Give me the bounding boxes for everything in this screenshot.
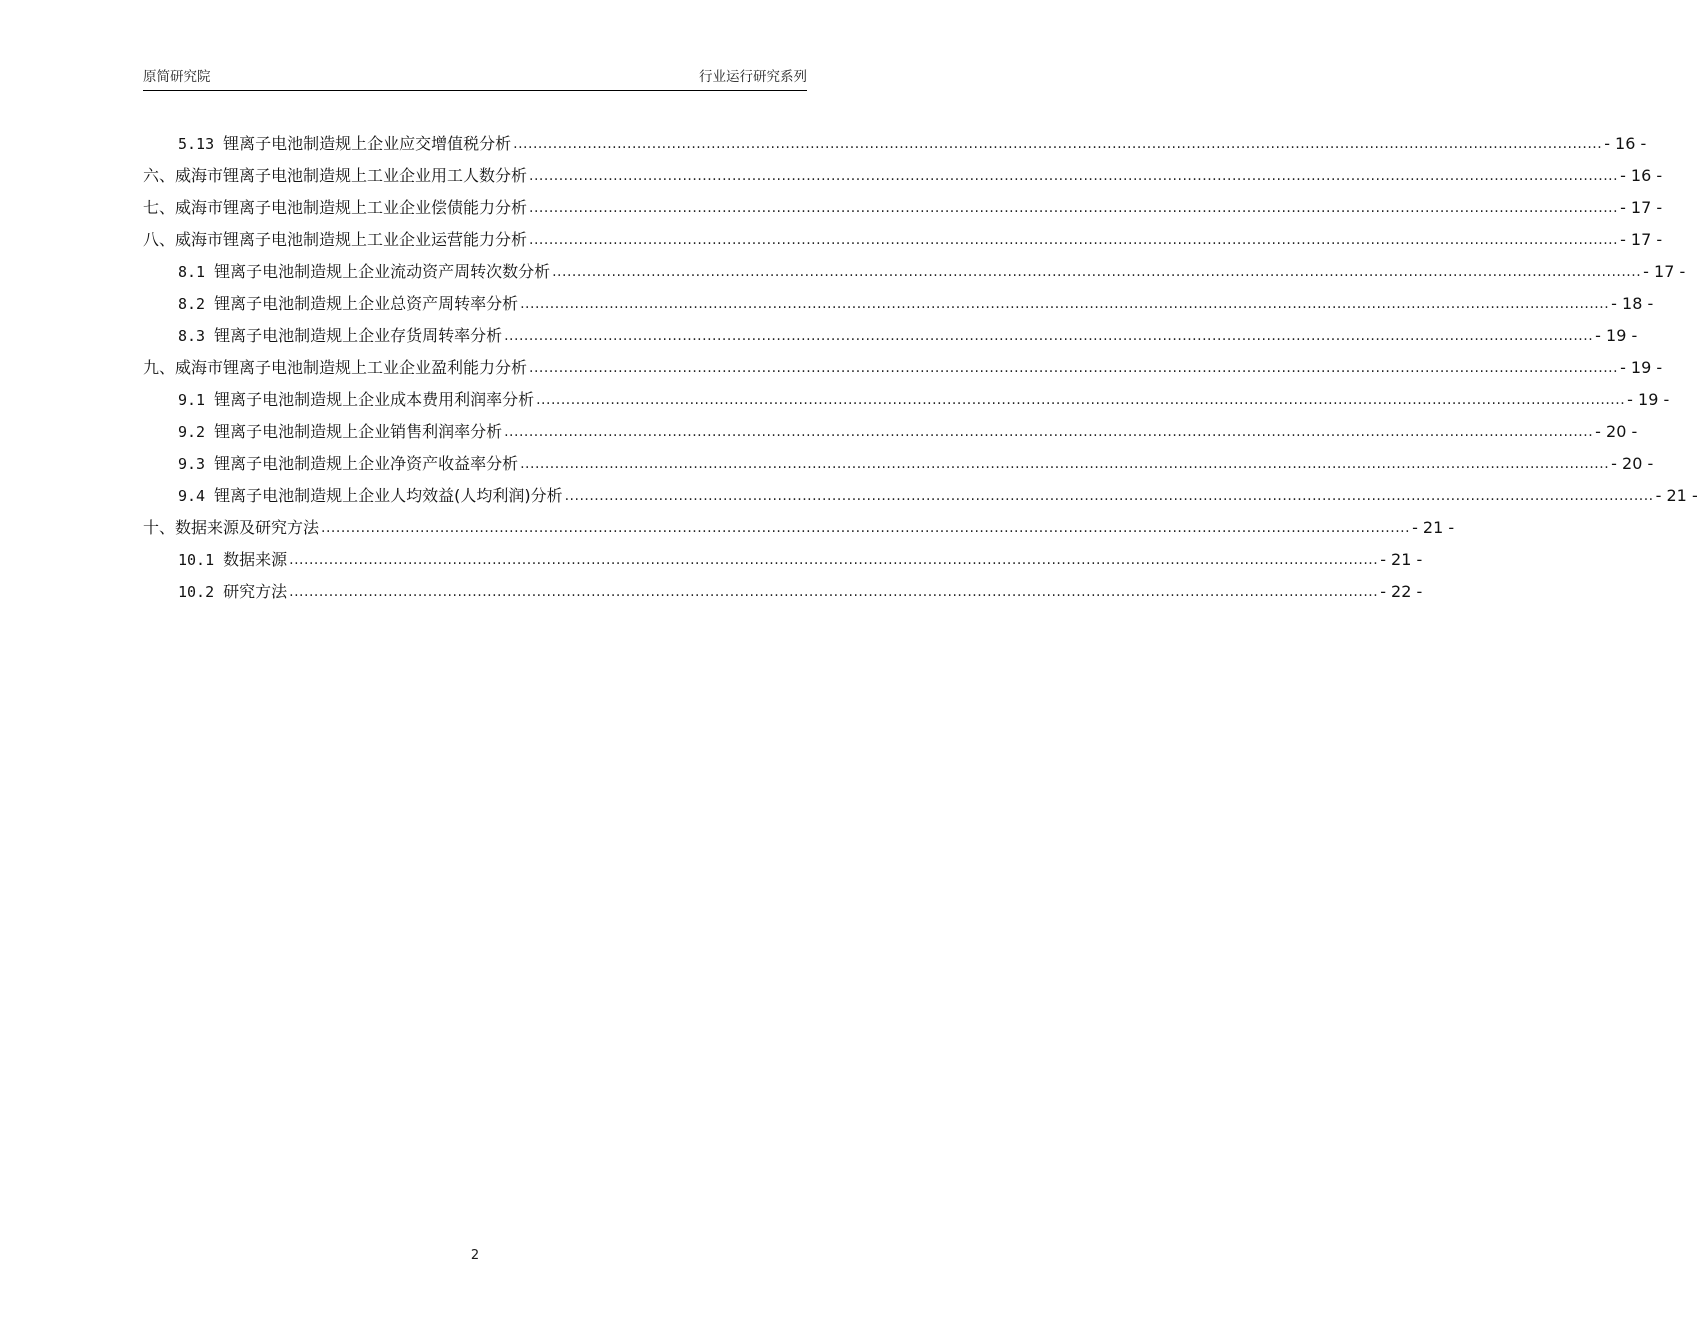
toc-entry[interactable] [143, 576, 1423, 608]
toc-entry[interactable] [143, 192, 1663, 224]
toc-entry-text: 锂离子电池制造规上企业净资产收益率分析 [214, 454, 519, 473]
toc-dot-leader: ............................................................................................................................................................................................................................ [504, 328, 1594, 344]
toc-dot-leader: ............................................................................................................................................................................................................................ [529, 360, 1619, 376]
toc-entry-number: 8.1 [178, 263, 206, 281]
toc-entry-page: - 20 - [1595, 422, 1638, 441]
toc-entry-page: - 22 - [1380, 582, 1423, 601]
toc-entry-number: 9.1 [178, 391, 206, 409]
toc-entry[interactable] [143, 352, 1663, 384]
toc-entry-page: - 18 - [1611, 294, 1654, 313]
page-number: 2 [470, 1248, 480, 1263]
toc-entry-number: 10.1 [178, 551, 215, 569]
toc-entry-page: - 21 - [1380, 550, 1423, 569]
toc-entry-title [178, 544, 287, 576]
toc-entry-page: - 20 - [1611, 454, 1654, 473]
toc-entry[interactable] [143, 384, 1670, 416]
toc-entry-title [178, 256, 550, 288]
toc-entry-page: - 19 - [1620, 358, 1663, 377]
toc-entry-number: 8.3 [178, 327, 206, 345]
toc-entry-title [143, 352, 527, 384]
header-series-title: 行业运行研究系列 [699, 69, 807, 85]
toc-entry-page: - 17 - [1643, 262, 1686, 281]
toc-entry-number: 9.2 [178, 423, 206, 441]
toc-entry-text: 锂离子电池制造规上企业总资产周转率分析 [214, 294, 519, 313]
toc-entry-title [143, 224, 527, 256]
toc-entry[interactable] [143, 320, 1638, 352]
toc-entry-title [143, 160, 527, 192]
toc-entry-text: 锂离子电池制造规上企业销售利润率分析 [214, 422, 503, 441]
toc-entry[interactable] [143, 288, 1654, 320]
toc-dot-leader: ............................................................................................................................................................................................................................ [520, 456, 1610, 472]
toc-entry-text: 十、数据来源及研究方法 [143, 518, 320, 537]
toc-entry-number: 8.2 [178, 295, 206, 313]
toc-entry[interactable] [143, 480, 1698, 512]
toc-entry-title [178, 288, 518, 320]
toc-dot-leader: ............................................................................................................................................................................................................................ [289, 552, 1379, 568]
toc-entry-title [178, 448, 518, 480]
toc-entry-text: 锂离子电池制造规上企业流动资产周转次数分析 [214, 262, 551, 281]
toc-entry-number: 5.13 [178, 135, 215, 153]
toc-dot-leader: ............................................................................................................................................................................................................................ [564, 488, 1654, 504]
toc-dot-leader: ............................................................................................................................................................................................................................ [513, 136, 1603, 152]
toc-entry-page: - 21 - [1655, 486, 1698, 505]
toc-dot-leader: ............................................................................................................................................................................................................................ [289, 584, 1379, 600]
page-header [143, 64, 807, 91]
toc-dot-leader: ............................................................................................................................................................................................................................ [536, 392, 1626, 408]
toc-entry-title [143, 192, 527, 224]
table-of-contents [143, 128, 1698, 608]
toc-entry-title [178, 416, 502, 448]
toc-dot-leader: ............................................................................................................................................................................................................................ [529, 200, 1619, 216]
toc-dot-leader: ............................................................................................................................................................................................................................ [529, 232, 1619, 248]
toc-entry-text: 七、威海市锂离子电池制造规上工业企业偿债能力分析 [143, 198, 528, 217]
toc-dot-leader: ............................................................................................................................................................................................................................ [321, 520, 1411, 536]
toc-entry-title [178, 320, 502, 352]
toc-entry[interactable] [143, 160, 1663, 192]
toc-dot-leader: ............................................................................................................................................................................................................................ [504, 424, 1594, 440]
toc-entry[interactable] [143, 448, 1654, 480]
toc-entry-page: - 19 - [1595, 326, 1638, 345]
toc-entry[interactable] [143, 224, 1663, 256]
toc-entry-title [178, 576, 287, 608]
toc-entry-page: - 19 - [1627, 390, 1670, 409]
toc-entry-page: - 16 - [1604, 134, 1647, 153]
toc-entry-number: 10.2 [178, 583, 215, 601]
header-organization: 原简研究院 [143, 69, 211, 85]
toc-entry-title [178, 128, 511, 160]
toc-entry[interactable] [143, 512, 1455, 544]
toc-entry-text: 研究方法 [223, 582, 288, 601]
toc-entry[interactable] [143, 416, 1638, 448]
toc-entry-title [143, 512, 319, 544]
toc-entry-page: - 16 - [1620, 166, 1663, 185]
toc-dot-leader: ............................................................................................................................................................................................................................ [529, 168, 1619, 184]
toc-entry-page: - 21 - [1412, 518, 1455, 537]
toc-entry-page: - 17 - [1620, 230, 1663, 249]
toc-entry-text: 八、威海市锂离子电池制造规上工业企业运营能力分析 [143, 230, 528, 249]
toc-entry[interactable] [143, 128, 1647, 160]
toc-entry-text: 九、威海市锂离子电池制造规上工业企业盈利能力分析 [143, 358, 528, 377]
toc-entry-number: 9.4 [178, 487, 206, 505]
toc-entry-page: - 17 - [1620, 198, 1663, 217]
toc-entry-text: 锂离子电池制造规上企业应交增值税分析 [223, 134, 512, 153]
toc-entry[interactable] [143, 256, 1686, 288]
toc-entry-title [178, 480, 563, 512]
toc-entry-text: 六、威海市锂离子电池制造规上工业企业用工人数分析 [143, 166, 528, 185]
toc-dot-leader: ............................................................................................................................................................................................................................ [552, 264, 1642, 280]
toc-entry-number: 9.3 [178, 455, 206, 473]
toc-dot-leader: ............................................................................................................................................................................................................................ [520, 296, 1610, 312]
toc-entry[interactable] [143, 544, 1423, 576]
toc-entry-text: 锂离子电池制造规上企业成本费用利润率分析 [214, 390, 535, 409]
toc-entry-text: 锂离子电池制造规上企业存货周转率分析 [214, 326, 503, 345]
toc-entry-title [178, 384, 534, 416]
toc-entry-text: 数据来源 [223, 550, 288, 569]
toc-entry-text: 锂离子电池制造规上企业人均效益(人均利润)分析 [214, 486, 563, 505]
